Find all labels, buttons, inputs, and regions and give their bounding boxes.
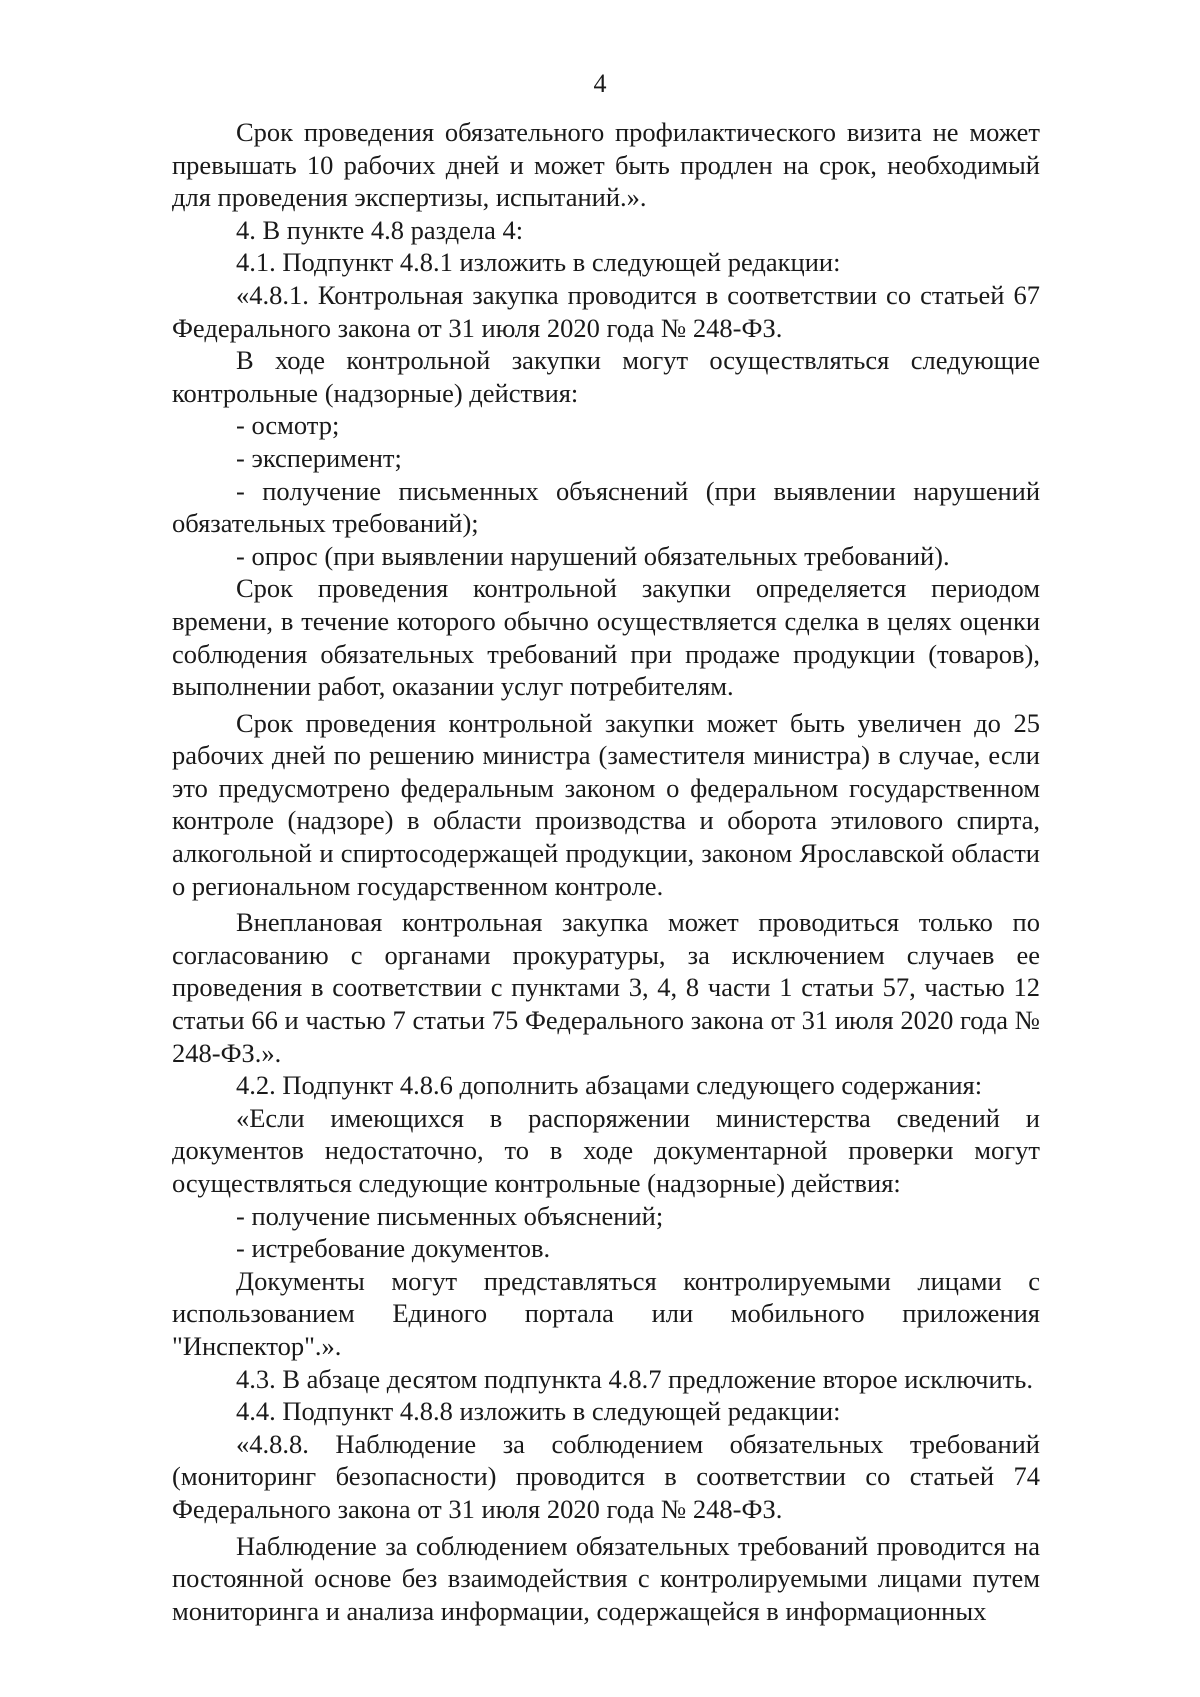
paragraph: «Если имеющихся в распоряжении министерства сведений и документов недостаточно, то в ходе документарной проверки могут осуществляться следующие контрольные (надзорные) действия: [172, 1102, 1040, 1198]
paragraph: 4.2. Подпункт 4.8.6 дополнить абзацами следующего содержания: [236, 1070, 983, 1101]
paragraph: Срок проведения контрольной закупки определяется периодом времени, в течение которого обычно осуществляется сделка в целях оценки соблюдения обязательных требований при продаже продукции (товаров), выполнении работ, оказании услуг потребителям. [172, 573, 1040, 702]
paragraph: Наблюдение за соблюдением обязательных требований проводится на постоянной основе без взаимодействия с контролируемыми лицами путем мониторинга и анализа информации, содержащейся в информационных [172, 1530, 1040, 1626]
paragraph: 4.4. Подпункт 4.8.8 изложить в следующей редакции: [236, 1396, 841, 1427]
paragraph: Срок проведения контрольной закупки может быть увеличен до 25 рабочих дней по решению министра (заместителя министра) в случае, если это предусмотрено федеральным законом о федеральном государственном контроле (надзоре) в области производства и оборота этилового спирта, алкогольной и спиртосодержащей продукции, законом Ярославской области о региональном государственном контроле. [172, 707, 1040, 901]
document-body [172, 116, 1040, 1627]
paragraph: 4.1. Подпункт 4.8.1 изложить в следующей редакции: [236, 247, 841, 278]
list-item: - получение письменных объяснений (при выявлении нарушений обязательных требований); [172, 475, 1040, 539]
list-item: - осмотр; [236, 410, 340, 441]
paragraph: 4. В пункте 4.8 раздела 4: [236, 214, 524, 245]
list-item: - опрос (при выявлении нарушений обязательных требований). [236, 540, 950, 571]
paragraph: 4.3. В абзаце десятом подпункта 4.8.7 предложение второе исключить. [236, 1363, 1033, 1394]
list-item: - получение письменных объяснений; [236, 1200, 664, 1231]
paragraph: «4.8.8. Наблюдение за соблюдением обязательных требований (мониторинг безопасности) проводится в соответствии со статьей 74 Федерального закона от 31 июля 2020 года № 248-ФЗ. [172, 1428, 1040, 1524]
list-item: - эксперимент; [236, 442, 402, 473]
page-number: 4 [593, 69, 607, 98]
paragraph: «4.8.1. Контрольная закупка проводится в соответствии со статьей 67 Федерального закона от 31 июля 2020 года № 248-ФЗ. [172, 279, 1040, 343]
paragraph: Внеплановая контрольная закупка может проводиться только по согласованию с органами прокуратуры, за исключением случаев ее проведения в соответствии с пунктами 3, 4, 8 части 1 статьи 57, частью 12 статьи 66 и частью 7 статьи 75 Федерального закона от 31 июля 2020 года № 248-ФЗ.». [172, 907, 1040, 1068]
paragraph: В ходе контрольной закупки могут осуществляться следующие контрольные (надзорные) действия: [172, 345, 1040, 408]
paragraph: Срок проведения обязательного профилактического визита не может превышать 10 рабочих дней и может быть продлен на срок, необходимый для проведения экспертизы, испытаний.». [172, 117, 1040, 213]
list-item: - истребование документов. [236, 1233, 551, 1264]
paragraph: Документы могут представляться контролируемыми лицами с использованием Единого портала или мобильного приложения "Инспектор".». [172, 1265, 1040, 1361]
